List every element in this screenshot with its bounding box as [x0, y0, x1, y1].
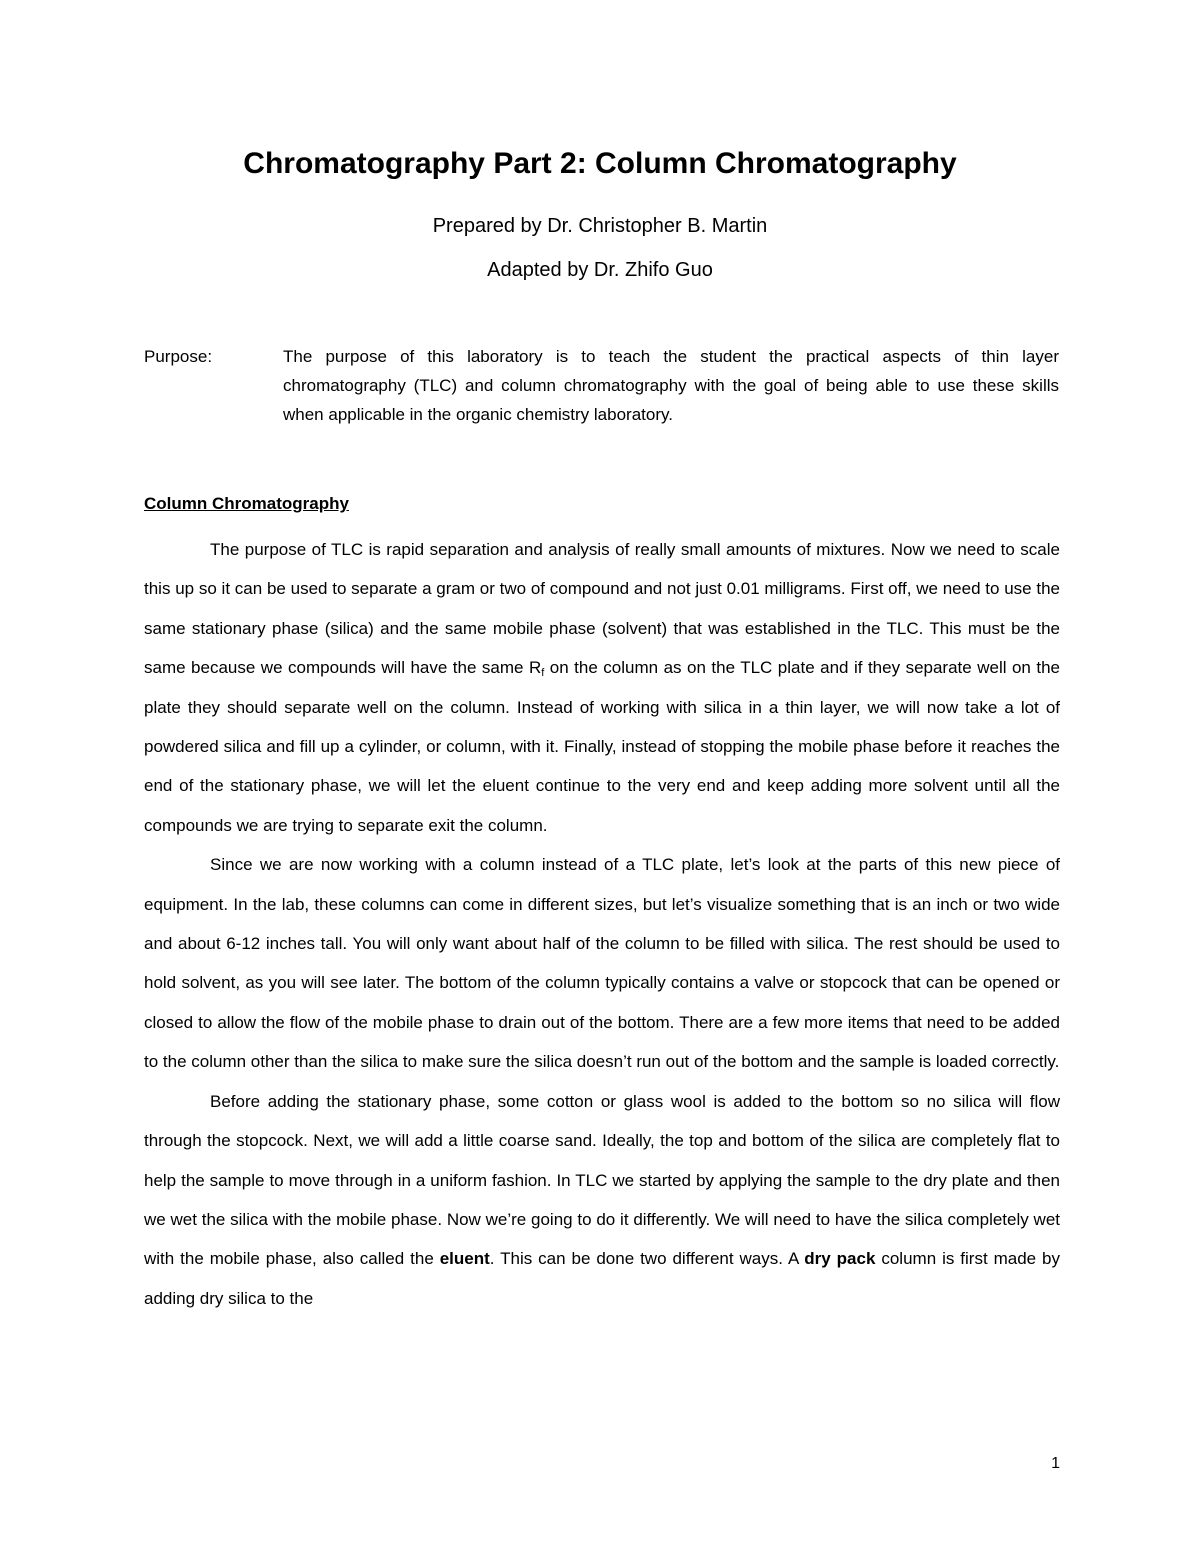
paragraph-3: [144, 1082, 1060, 1318]
page-title: Chromatography Part 2: Column Chromatography: [243, 147, 957, 180]
paragraph-3-text-a: Before adding the stationary phase, some cotton or glass wool is added to the bottom so no silica will flow through the stopcock. Next, we will add a little coarse sand. Ideally, the top and bottom of the silica are completely flat to help the sample to move through in a uniform fashion. In TLC we started by applying the sample to the dry plate and then we wet the silica with the mobile phase. Now we’re going to do it differently. We will need to have the silica completely wet with the mobile phase, also called the: [144, 1091, 1060, 1269]
prepared-by-line: Prepared by Dr. Christopher B. Martin: [432, 215, 768, 237]
section-heading-column-chromatography: Column Chromatography: [144, 494, 349, 513]
page-number: 1: [1051, 1455, 1060, 1472]
paragraph-2: Since we are now working with a column instead of a TLC plate, let’s look at the parts of this new piece of equipment. In the lab, these columns can come in different sizes, but let’s visualize something that is an inch or two wide and about 6-12 inches tall. You will only want about half of the column to be filled with silica. The rest should be used to hold solvent, as you will see later. The bottom of the column typically contains a valve or stopcock that can be opened or closed to allow the flow of the mobile phase to drain out of the bottom. There are a few more items that need to be added to the column other than the silica to make sure the silica doesn’t run out of the bottom and the sample is loaded correctly.: [144, 855, 1060, 1072]
purpose-label: Purpose:: [144, 347, 213, 366]
purpose-text: The purpose of this laboratory is to teach the student the practical aspects of thin layer chromatography (TLC) and column chromatography with the goal of being able to use these skills when applicable in the organic chemistry laboratory.: [283, 347, 1059, 424]
term-dry-pack: dry pack: [804, 1249, 876, 1269]
section-body: [144, 530, 1060, 1318]
rf-subscript: f: [541, 667, 545, 680]
paragraph-3-text-b: . This can be done two different ways. A: [489, 1249, 805, 1269]
paragraph-1: [144, 530, 1060, 845]
term-eluent: eluent: [439, 1249, 490, 1269]
paragraph-1-text-b: on the column as on the TLC plate and if they separate well on the plate they should separate well on the column. Instead of working with silica in a thin layer, we will now take a lot of powdered silica and fill up a cylinder, or column, with it. Finally, instead of stopping the mobile phase before it reaches the end of the stationary phase, we will let the eluent continue to the very end and keep adding more solvent until all the compounds we are trying to separate exit the column.: [144, 658, 1060, 835]
paragraph-3-text-c: column is first made by adding dry silica to the: [144, 1249, 1060, 1308]
adapted-by-line: Adapted by Dr. Zhifo Guo: [487, 259, 713, 281]
paragraph-1-text-a: The purpose of TLC is rapid separation and analysis of really small amounts of mixtures. Now we need to scale this up so it can be used to separate a gram or two of compound and not just 0.01 milligrams. First off, we need to use the same stationary phase (silica) and the same mobile phase (solvent) that was established in the TLC. This must be the same because we compounds will have the same R: [144, 540, 1060, 678]
